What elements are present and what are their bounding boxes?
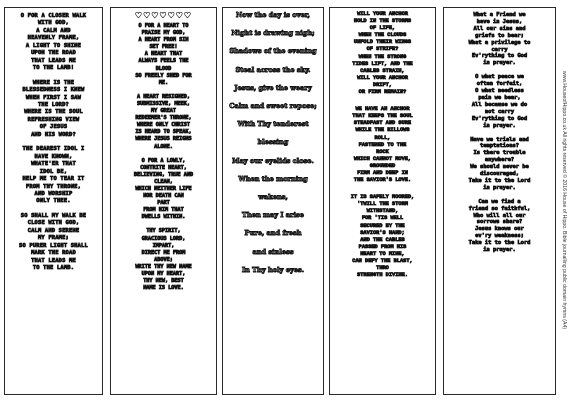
bookmark-text (330, 8, 435, 279)
verse-line: WITH GOD, (37, 20, 69, 27)
verse-line: WITHSTAND, (366, 208, 399, 215)
verse-line: in prayer. (483, 247, 516, 254)
stanza (330, 106, 435, 184)
verse-line: HAVE KNOWN, (34, 153, 73, 160)
verse-line: Take it to the Lord (468, 240, 531, 247)
verse-line: CONTRITE HEART, (140, 164, 187, 171)
verse-line: AND WORSHIP (34, 190, 73, 197)
stanza (5, 213, 102, 273)
verse-line: THAT LEADS ME (31, 57, 76, 64)
stanza (111, 23, 216, 87)
stanza (444, 199, 555, 254)
stanza (223, 84, 323, 166)
verse-line: IMPART, (152, 242, 175, 249)
verse-line: SET FREE! (149, 44, 178, 51)
verse-line: Who will all our (473, 212, 526, 219)
verse-line: Pure, and fresh (244, 229, 302, 238)
verse-line: AND HIS WORD? (31, 131, 76, 138)
verse-line: May our eyelids close. (232, 156, 314, 165)
bookmark-what-a-friend (443, 7, 556, 395)
verse-line: FOR 'TIS WELL (361, 215, 404, 222)
verse-line: Have we trials and (470, 136, 529, 143)
verse-line: not carry (484, 108, 515, 115)
verse-line: OR FIRM REMAIN? (358, 89, 407, 96)
verse-line: AND THE CABLES (360, 236, 405, 243)
verse-line: FASTENED TO THE (358, 141, 407, 148)
verse-line: THAT LEADS ME (31, 257, 76, 264)
verse-line: WE HAVE AN ANCHOR (355, 106, 410, 113)
verse-line: Take it to the Lord (468, 177, 531, 184)
verse-line: Jesus, give the weary (234, 83, 312, 92)
verse-line: Can we find a (478, 198, 521, 205)
verse-line: TIDES LIFT, AND THE (352, 60, 413, 67)
verse-line: O FOR A HEART TO (138, 23, 189, 29)
bookmark-text (444, 8, 555, 254)
verse-line: have in Jesus, (476, 18, 523, 25)
verse-line: THY SPIRIT, (146, 228, 181, 235)
verse-line: HEART TO MINE, (360, 250, 405, 257)
verse-line: WHERE IS THE (32, 79, 75, 86)
verse-line: Calm and sweet repose; (229, 102, 317, 111)
verse-line: UPON THE ROAD (31, 50, 76, 57)
verse-line: griefs to bear; (475, 32, 524, 39)
verse-line: FIRM AND DEEP IN (357, 169, 408, 176)
verse-line: sorrows share? (476, 219, 523, 226)
verse-line: A LIGHT TO SHINE (25, 42, 82, 49)
verse-line: SECURED BY THE (360, 222, 405, 229)
verse-line: O what needless (475, 88, 524, 95)
stanza (330, 194, 435, 279)
verse-line: FROM THY THRONE, (25, 183, 82, 190)
verse-line: UNFOLD THEIR WINGS (353, 39, 412, 46)
copyright-credit: www.HouseofHippo.co.uk All rights reserved © 2016 House of Hippo. Bible journalling public domain hymns (A4) (561, 70, 567, 330)
stanza (111, 158, 216, 222)
verse-line: THE LORD? (37, 101, 69, 108)
verse-line: IT IS SAFELY MOORED, (350, 194, 415, 201)
verse-line: Steal across the sky. (235, 65, 311, 74)
verse-line: IS HEARD TO SPEAK, (135, 129, 192, 136)
verse-line: We should never be (470, 164, 529, 171)
verse-line: Ev'rything to God (471, 53, 528, 60)
verse-line: DRIFT, (372, 81, 393, 88)
verse-line: anywhere? (484, 157, 515, 164)
bookmark-text (111, 23, 216, 292)
verse-line: WRITE THY NEW NAME (135, 263, 192, 270)
bookmark-anchor (329, 7, 436, 395)
verse-line: THE SAVIOR'S LOVE. (353, 177, 412, 184)
verse-line: in prayer. (483, 122, 516, 129)
verse-line: TO THE LAMB. (32, 265, 75, 272)
verse-line: BELIEVING, TRUE AND (133, 171, 194, 178)
stanza (330, 11, 435, 96)
verse-line: and sinless (252, 247, 294, 256)
verse-line: WHICH CANNOT MOVE, (353, 155, 412, 162)
verse-line: CLEAN, (154, 178, 173, 185)
stanza (5, 80, 102, 140)
verse-line: GROUNDED (369, 162, 396, 169)
verse-line: MY FRAME; (37, 235, 69, 242)
verse-line: HELP ME TO TEAR IT (22, 176, 85, 183)
hearts-decoration: ♥♥♥♥♥♥♥ (134, 11, 193, 20)
verse-line: ONLY THEE. (36, 198, 71, 205)
verse-line: PART (157, 200, 170, 207)
verse-line: temptations? (480, 143, 519, 150)
verse-line: Ev'rything to God (471, 115, 528, 122)
verse-line: CALM AND SERENE (27, 227, 80, 234)
verse-line: IDOL BE, (39, 168, 68, 175)
verse-line: In Thy holy eyes. (241, 265, 305, 274)
verse-line: O FOR A LOWLY, (141, 157, 186, 164)
stanza (444, 12, 555, 67)
verse-line: WHILE THE BILLOWS (355, 127, 410, 134)
verse-line: DIRECT ME FROM (141, 249, 186, 256)
verse-line: FROM HIM THAT (143, 207, 184, 214)
verse-line: STRENGTH DIVINE. (357, 272, 408, 279)
verse-line: Jesus knows our (475, 226, 524, 233)
verse-line: ME. (158, 79, 169, 86)
verse-line: 'TWILL THE STORM (357, 201, 408, 208)
verse-line: REFRESHING VIEW (27, 116, 80, 123)
bookmark-day-is-over (222, 7, 324, 395)
verse-line: friend so faithful, (468, 205, 531, 212)
verse-line: OF STRIFE? (366, 46, 399, 53)
stanza (444, 74, 555, 129)
verse-line: carry (491, 46, 508, 53)
verse-line: Is there trouble (473, 150, 526, 157)
verse-line: ABOVE; (154, 256, 173, 263)
verse-line: REDEEMER'S THRONE, (135, 115, 192, 122)
verse-line: All our sins and (473, 25, 526, 32)
bookmark-closer-walk (4, 7, 103, 395)
verse-line: MY GREAT (151, 108, 176, 115)
verse-line: discouraged, (480, 171, 519, 178)
verse-line: With Thy tenderest (237, 120, 309, 129)
verse-line: WHEN FIRST I SAW (25, 94, 82, 101)
verse-line: WHERE JESUS REIGNS (135, 136, 192, 143)
verse-line: WHICH NEITHER LIFE (135, 185, 192, 192)
verse-line: THY NEW, BEST (143, 278, 184, 285)
verse-line: BLESSEDNESS I KNEW (22, 87, 85, 94)
verse-line: PRAISE MY GOD, (141, 30, 186, 37)
verse-line: pain we bear, (478, 94, 521, 101)
verse-line: O what peace we (475, 74, 524, 81)
verse-line: DWELLS WITHIN. (141, 214, 186, 221)
verse-line: CABLES STRAIN, (360, 67, 405, 74)
verse-line: SO FREELY SHED FOR (135, 72, 192, 79)
verse-line: WHERE IS THE SOUL (24, 109, 83, 116)
verse-line: WHATE'ER THAT (31, 161, 76, 168)
verse-line: UPON MY HEART, (141, 271, 186, 277)
verse-line: blessing (257, 138, 289, 147)
verse-line: Then may I arise (242, 211, 304, 220)
verse-line: ALONE. (154, 143, 173, 150)
verse-line: SUBMISSIVE, MEEK, (136, 100, 191, 107)
verse-line: When the morning (238, 174, 308, 183)
verse-line: THAT KEEPS THE SOUL (352, 113, 413, 120)
bookmark-text (5, 8, 102, 273)
verse-line: HOLD IN THE STORMS (353, 18, 412, 25)
stanza (5, 13, 102, 73)
verse-line: SO PURER LIGHT SHALL (19, 242, 88, 249)
verse-line: BLOOD (155, 65, 172, 72)
verse-line: O FOR A CLOSER WALK (20, 13, 87, 19)
verse-line: TO THE LAMB! (32, 65, 75, 72)
verse-line: What a privilege to (468, 39, 531, 46)
verse-line: THE DEAREST IDOL I (22, 146, 85, 153)
verse-line: in prayer. (483, 60, 516, 67)
stanza (5, 146, 102, 206)
verse-line: Night is drawing nigh; (231, 29, 315, 38)
verse-line: WILL YOUR ANCHOR (357, 74, 408, 81)
verse-line: NOR DEATH CAN (143, 193, 184, 200)
verse-line: PASSED FROM HIS (358, 243, 407, 250)
stanza (111, 94, 216, 151)
verse-line: ALWAYS FEELS THE (138, 58, 189, 65)
verse-line: What a Friend we (473, 12, 526, 18)
verse-line: in prayer. (483, 184, 516, 191)
bookmark-text (223, 8, 323, 275)
verse-line: OF LIFE, (369, 25, 396, 32)
verse-line: often forfeit, (476, 81, 523, 88)
verse-line: WILL YOUR ANCHOR (357, 11, 408, 17)
verse-line: WHEN THE CLOUDS (358, 32, 407, 39)
verse-line: MARK THE ROAD (31, 250, 76, 257)
verse-line: GRACIOUS LORD, (141, 235, 186, 242)
verse-line: A HEART RESIGNED, (136, 93, 191, 100)
verse-line: SO SHALL MY WALK BE (20, 212, 87, 219)
stanza (444, 137, 555, 192)
verse-line: A CALM AND (36, 27, 71, 34)
verse-line: All because we do (471, 101, 528, 108)
verse-line: Shadows of the evening (229, 47, 317, 56)
verse-line: NAME IS LOVE. (143, 285, 184, 292)
verse-line: CAN DEFY THE BLAST, (352, 258, 413, 264)
verse-line: Now the day is over, (236, 11, 310, 19)
verse-line: ROCK (376, 148, 389, 155)
verse-line: WHERE ONLY CHRIST (136, 122, 191, 129)
verse-line: SAVIOR'S HAND; (360, 229, 405, 236)
verse-line: HEAVENLY FRAME, (27, 35, 80, 42)
verse-line: STEADFAST AND SURE (353, 120, 412, 127)
verse-line: THRO (376, 265, 389, 272)
bookmark-heart-to-praise (110, 7, 217, 395)
verse-line: ROLL, (374, 134, 391, 141)
stanza (223, 11, 323, 75)
stanza (111, 228, 216, 292)
stanza (223, 175, 323, 275)
verse-line: CLOSE WITH GOD, (27, 220, 80, 227)
verse-line: A HEART FROM SIN (138, 37, 189, 44)
verse-line: ev'ry weakness; (475, 233, 524, 240)
verse-line: WHEN THE STRONG (358, 53, 407, 60)
verse-line: A HEART THAT (144, 51, 183, 58)
verse-line: OF JESUS (39, 124, 68, 131)
verse-line: wakens, (258, 193, 288, 202)
